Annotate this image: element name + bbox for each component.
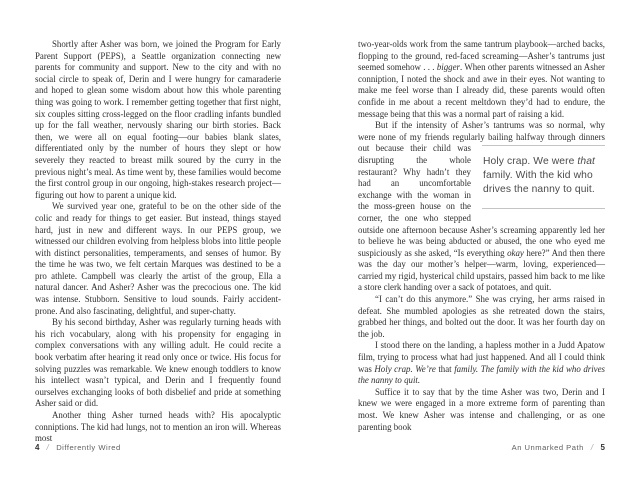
body-paragraph	[358, 340, 605, 386]
right-page-number: 5	[600, 443, 605, 452]
text-segment: that	[435, 363, 455, 374]
footer-slash: /	[590, 443, 594, 452]
body-paragraph	[35, 201, 281, 317]
text-segment: Shortly after Asher was born, we joined the Program for Early Parent Support (PEPS), a Seattle organization connecting new parents for community and support. New to the city and with no social circle to speak of, Derin and I were hungry for camaraderie and hoped to glean some wisdom about how this whole parenting thing was going to work. I remember getting together that first night, six couples sitting cross-legged on the floor cradling infants bundled up for the fall weather, nervously sharing our birth stories. Back then, we were all on equal footing—our babies blank slates, differentiated only by the number of hours they slept or how severely they reacted to breast milk soured by the curry in the previous night’s meal. As time went by, these families would become the first control group in our ongoing, high-stakes research project—figuring out how to parent a unique kid.	[35, 39, 281, 200]
text-segment: . When other parents witnessed an Asher conniption, I noted the shock and awe in their eyes. Not wanting to make me feel worse than I already did, these parents would often confide in me about a recent meltdown they’d had to endure, the message being that this was a normal part of raising a kid.	[358, 62, 605, 119]
text-segment: But if the intensity of Asher’s tantrums was so normal, why were none of my friends regularly bailing halfway through dinners out	[358, 120, 605, 154]
pull-quote-text: Holy crap. We were	[483, 156, 578, 168]
text-segment: Another thing Asher turned heads with? His apocalyptic conniptions. The kid had lungs, not to mention an iron will. Whereas most	[35, 410, 281, 444]
text-segment: two-year-olds work from the same tantrum playbook—arched backs, flopping to the ground, red-faced screaming—Asher’s tantrums just seemed somehow . . .	[358, 39, 605, 73]
text-segment: By his second birthday, Asher was regularly turning heads with his rich vocabulary, along with his propensity for engaging in complex conversations with any willing adult. He could recite a book verbatim after hearing it read only once or twice. His focus for solving puzzles was remarkable. We knew enough toddlers to know his intellect wasn’t typical, and Derin and I frequently found ourselves exchanging looks of both disbelief and pride at something Asher said or did.	[35, 317, 281, 409]
body-paragraph	[358, 294, 605, 340]
body-paragraph	[358, 120, 605, 294]
right-page-footer	[358, 443, 605, 452]
text-segment: family. The family with the kid who drives the nanny to quit.	[358, 363, 606, 386]
text-segment: bigger	[436, 62, 460, 73]
left-running-title: Differently Wired	[56, 443, 121, 452]
body-paragraph	[35, 39, 281, 201]
body-paragraph	[358, 39, 605, 120]
left-page-footer	[35, 443, 121, 452]
right-running-title: An Unmarked Path	[511, 443, 584, 452]
pull-quote	[482, 145, 605, 208]
left-page-number: 4	[35, 443, 40, 452]
footer-slash: /	[46, 443, 50, 452]
text-segment: because their child was disrupting the whole restaurant? Why hadn’t they had an uncomfortable exchange with the woman in the moss-green house on the corner, the one who stepped outside one afternoon because Asher’s screaming apparently led her to believe he was being abducted or abused, the one who eyed me suspiciously as she asked, “Is everything	[358, 143, 605, 258]
pull-quote-text: that	[577, 156, 595, 168]
text-segment: Holy crap. We’re	[374, 363, 436, 374]
text-segment: here?” And then there was the day our mother’s helper—warm, loving, experienced—carried my rigid, hysterical child upstairs, passed him back to me like a store clerk handing over a sack of potatoes, and quit.	[358, 247, 605, 293]
pull-quote-text: family. With the kid who drives the nanny to quit.	[483, 170, 595, 195]
text-segment: Suffice it to say that by the time Asher was two, Derin and I knew we were engaged in a more extreme form of parenting than most. We knew Asher was intense and challenging, or as one parenting book	[358, 386, 605, 432]
left-page-text-column	[35, 39, 281, 445]
text-segment: I stood there on the landing, a hapless mother in a Judd Apatow film, trying to process what had just happened. And all I could think was	[358, 340, 605, 374]
body-paragraph	[358, 387, 605, 433]
body-paragraph	[35, 410, 281, 445]
right-page-text-column	[358, 39, 605, 433]
text-segment: We survived year one, grateful to be on the other side of the colic and ready for things to get easier. But instead, things stayed hard, just in new and different ways. In our PEPS group, we witnessed our children evolving from helpless blobs into little people with distinct personalities, temperaments, and senses of humor. By the time he was two, we felt certain Marques was destined to be a pro athlete. Campbell was clearly the artist of the group, Ella a natural dancer. And Asher? Asher was the precocious one. The kid was intense. Stubborn. Sensitive to loud sounds. Fairly accident-prone. And also fascinating, delightful, and super-chatty.	[35, 201, 281, 316]
text-segment: “I can’t do this anymore.” She was crying, her arms raised in defeat. She mumbled apologies as she retreated down the stairs, grabbed her things, and bolted out the door. It was her fourth day on the job.	[358, 294, 605, 339]
text-segment: okay	[507, 247, 524, 258]
body-paragraph	[35, 317, 281, 410]
